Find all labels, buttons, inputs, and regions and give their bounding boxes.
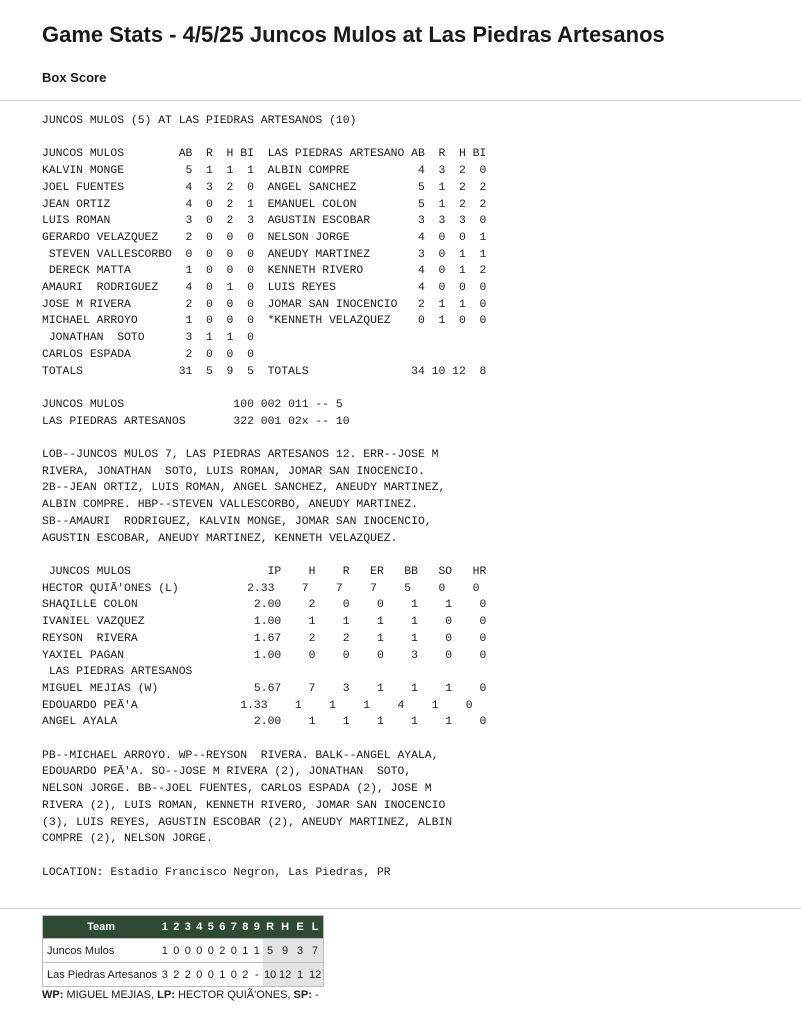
header-inning-8: 8 xyxy=(240,916,252,939)
inning-score: 0 xyxy=(194,963,206,987)
wp-value: MIGUEL MEJIAS xyxy=(66,989,152,1001)
header-inning-2: 2 xyxy=(171,916,183,939)
header-inning-5: 5 xyxy=(205,916,217,939)
runs-total: 10 xyxy=(263,963,278,987)
header-runs: R xyxy=(263,916,278,939)
linescore-table xyxy=(42,915,324,987)
inning-score: 0 xyxy=(171,939,183,963)
inning-score: 1 xyxy=(159,939,171,963)
header-lob: L xyxy=(308,916,324,939)
lob-total: 7 xyxy=(308,939,324,963)
team-name: Juncos Mulos xyxy=(43,939,160,963)
divider-top xyxy=(0,100,801,101)
linescore-row-home xyxy=(43,963,324,987)
header-inning-3: 3 xyxy=(182,916,194,939)
lp-label: LP: xyxy=(157,989,175,1001)
wp-label: WP: xyxy=(42,989,64,1001)
section-title-box-score: Box Score xyxy=(42,70,107,85)
inning-score: 0 xyxy=(182,939,194,963)
errors-total: 3 xyxy=(293,939,308,963)
box-score-text: JUNCOS MULOS (5) AT LAS PIEDRAS ARTESANOS (10) JUNCOS MULOS AB R H BI LAS PIEDRAS ARTESANO AB R H BI KALVIN MONGE 5 1 1 1 ALBIN COMPRE 4 3 2 0 JOEL FUENTES 4 3 2 0 ANGEL SANCHEZ 5 1 2 2 JEAN ORTIZ 4 0 2 1 EMANUEL COLON 5 1 2 2 LUIS ROMAN 3 0 2 3 AGUSTIN ESCOBAR 3 3 3 0 GERARDO VELAZQUEZ 2 0 0 0 NELSON JORGE 4 0 0 1 STEVEN VALLESCORBO 0 0 0 0 ANEUDY MARTINEZ 3 0 1 1 DERECK MATTA 1 0 0 0 KENNETH RIVERO 4 0 1 2 AMAURI RODRIGUEZ 4 0 1 0 LUIS REYES 4 0 0 0 JOSE M RIVERA 2 0 0 0 JOMAR SAN INOCENCIO 2 1 1 0 MICHAEL ARROYO 1 0 0 0 *KENNETH VELAZQUEZ 0 1 0 0 JONATHAN SOTO 3 1 1 0 CARLOS ESPADA 2 0 0 0 TOTALS 31 5 9 5 TOTALS 34 10 12 8 JUNCOS MULOS 100 002 011 -- 5 LAS PIEDRAS ARTESANOS 322 001 02x -- 10 LOB--JUNCOS MULOS 7, LAS PIEDRAS ARTESANOS 12. ERR--JOSE M RIVERA, JONATHAN SOTO, LUIS ROMAN, JOMAR SAN INOCENCIO. 2B--JEAN ORTIZ, LUIS ROMAN, ANGEL SANCHEZ, ANEUDY MARTINEZ, ALBIN COMPRE. HBP--STEVEN VALLESCORBO, ANEUDY MARTINEZ. SB--AMAURI RODRIGUEZ, KALVIN MONGE, JOMAR SAN INOCENCIO, AGUSTIN ESCOBAR, ANEUDY MARTINEZ, KENNETH VELAZQUEZ. JUNCOS MULOS IP H R ER BB SO HR HECTOR QUIÃ'ONES (L) 2.33 7 7 7 5 0 0 SHAQILLE COLON 2.00 2 0 0 1 1 0 IVANIEL VAZQUEZ 1.00 1 1 1 1 0 0 REYSON RIVERA 1.67 2 2 1 1 0 0 YAXIEL PAGAN 1.00 0 0 0 3 0 0 LAS PIEDRAS ARTESANOS MIGUEL MEJIAS (W) 5.67 7 3 1 1 1 0 EDOUARDO PEÃ'A 1.33 1 1 1 4 1 0 ANGEL AYALA 2.00 1 1 1 1 1 0 PB--MICHAEL ARROYO. WP--REYSON RIVERA. BALK--ANGEL AYALA, EDOUARDO PEÃ'A. SO--JOSE M RIVERA (2), JONATHAN SOTO, NELSON JORGE. BB--JOEL FUENTES, CARLOS ESPADA (2), JOSE M RIVERA (2), LUIS ROMAN, KENNETH RIVERO, JOMAR SAN INOCENCIO (3), LUIS REYES, AGUSTIN ESCOBAR (2), ANEUDY MARTINEZ, ALBIN COMPRE (2), NELSON JORGE. LOCATION: Estadio Francisco Negron, Las Piedras, PR xyxy=(42,115,487,879)
header-errors: E xyxy=(293,916,308,939)
hits-total: 12 xyxy=(278,963,293,987)
header-inning-9: 9 xyxy=(251,916,263,939)
header-inning-4: 4 xyxy=(194,916,206,939)
inning-score: 2 xyxy=(182,963,194,987)
page-title: Game Stats - 4/5/25 Juncos Mulos at Las Piedras Artesanos xyxy=(42,22,665,47)
inning-score: - xyxy=(251,963,263,987)
inning-score: 0 xyxy=(228,939,240,963)
inning-score: 2 xyxy=(171,963,183,987)
divider-bottom xyxy=(0,908,801,909)
hits-total: 9 xyxy=(278,939,293,963)
lp-value: HECTOR QUIÃ'ONES xyxy=(177,989,288,1001)
linescore-row-away xyxy=(43,939,324,963)
header-hits: H xyxy=(278,916,293,939)
header-inning-1: 1 xyxy=(159,916,171,939)
inning-score: 1 xyxy=(217,963,229,987)
inning-score: 0 xyxy=(194,939,206,963)
pitching-decisions: WP: MIGUEL MEJIAS, LP: HECTOR QUIÃ'ONES, SP: - xyxy=(42,989,319,1001)
linescore-header-row xyxy=(43,916,324,939)
sp-value: - xyxy=(314,989,319,1001)
inning-score: 2 xyxy=(240,963,252,987)
inning-score: 0 xyxy=(228,963,240,987)
inning-score: 2 xyxy=(217,939,229,963)
header-team: Team xyxy=(43,916,160,939)
inning-score: 0 xyxy=(205,963,217,987)
lob-total: 12 xyxy=(308,963,324,987)
inning-score: 1 xyxy=(251,939,263,963)
runs-total: 5 xyxy=(263,939,278,963)
inning-score: 3 xyxy=(159,963,171,987)
header-inning-6: 6 xyxy=(217,916,229,939)
team-name: Las Piedras Artesanos xyxy=(43,963,160,987)
header-inning-7: 7 xyxy=(228,916,240,939)
errors-total: 1 xyxy=(293,963,308,987)
inning-score: 1 xyxy=(240,939,252,963)
inning-score: 0 xyxy=(205,939,217,963)
sp-label: SP: xyxy=(293,989,312,1001)
